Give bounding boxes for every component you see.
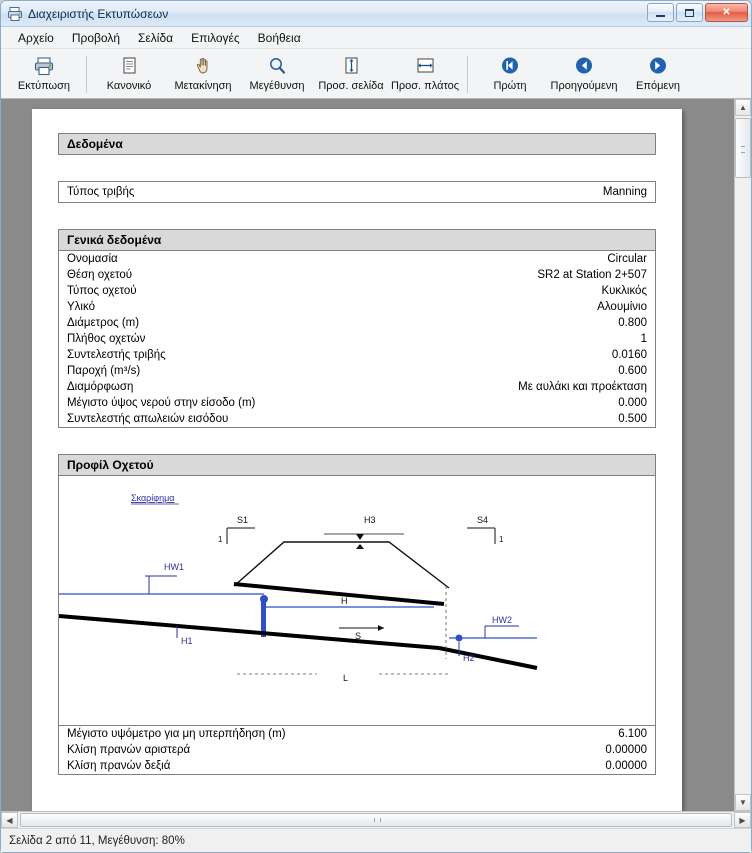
toolbar <box>1 49 751 99</box>
diagram-label-h: H <box>341 596 348 606</box>
diagram-label-s4: S4 <box>477 515 489 525</box>
row-value: 6.100 <box>618 728 647 740</box>
section-culvert-profile-table <box>58 726 656 775</box>
row-value: 1 <box>640 333 647 345</box>
table-row <box>59 411 655 427</box>
minimize-button[interactable] <box>647 3 674 22</box>
row-value: Κυκλικός <box>601 285 647 297</box>
status-bar <box>1 828 751 852</box>
row-key: Υλικό <box>67 301 95 313</box>
document-area <box>1 99 751 811</box>
page-icon <box>118 55 140 77</box>
toolbar-normal[interactable] <box>92 51 166 98</box>
printer-icon <box>33 55 55 77</box>
row-key: Παροχή (m³/s) <box>67 365 141 377</box>
diagram-label-hw1: HW1 <box>164 562 184 572</box>
toolbar-first-page[interactable] <box>473 51 547 98</box>
fit-width-icon <box>414 55 436 77</box>
status-text: Σελίδα 2 από 11, Μεγέθυνση: 80% <box>9 834 185 847</box>
scroll-left-button[interactable]: ◀ <box>1 812 18 828</box>
toolbar-normal-label: Κανονικό <box>106 80 152 92</box>
toolbar-zoom-label: Μεγέθυνση <box>249 80 305 92</box>
printer-icon <box>7 6 23 22</box>
window-controls <box>647 3 748 22</box>
table-row <box>59 299 655 315</box>
toolbar-print[interactable] <box>7 51 81 98</box>
row-key: Πλήθος οχετών <box>67 333 146 345</box>
spacer-3 <box>58 428 656 454</box>
scroll-right-button[interactable]: ▶ <box>734 812 751 828</box>
title-bar <box>1 1 751 27</box>
table-row <box>59 363 655 379</box>
toolbar-next-page[interactable] <box>621 51 695 98</box>
diagram-label-l: L <box>343 673 349 683</box>
vertical-scroll-thumb[interactable] <box>735 118 751 178</box>
scroll-up-button[interactable]: ▲ <box>735 99 751 116</box>
svg-text:1: 1 <box>499 535 504 544</box>
table-row <box>59 742 655 758</box>
table-row <box>59 347 655 363</box>
vertical-scroll-track[interactable] <box>735 178 751 794</box>
svg-text:1: 1 <box>218 535 223 544</box>
toolbar-fit-page-label: Προσ. σελίδα <box>318 80 384 92</box>
diagram-label-s: S <box>355 631 362 641</box>
menu-page[interactable]: Σελίδα <box>138 30 174 45</box>
row-key: Τύπος οχετού <box>67 285 137 297</box>
diagram-label-hw2: HW2 <box>492 615 512 625</box>
preview-page <box>32 109 682 811</box>
table-row <box>59 331 655 347</box>
toolbar-fit-width[interactable] <box>388 51 462 98</box>
table-row <box>59 283 655 299</box>
section-general-data-header: Γενικά δεδομένα <box>58 229 656 251</box>
first-page-icon <box>499 55 521 77</box>
toolbar-prev-page[interactable] <box>547 51 621 98</box>
table-row <box>59 395 655 411</box>
menu-bar <box>1 27 751 49</box>
diagram-label-h1: H1 <box>181 636 193 646</box>
window-title: Διαχειριστής Εκτυπώσεων <box>28 6 169 21</box>
row-value: 0.600 <box>618 365 647 377</box>
row-key: Ονομασία <box>67 253 118 265</box>
row-value: 0.800 <box>618 317 647 329</box>
section-general-data-table <box>58 251 656 428</box>
spacer <box>58 155 656 181</box>
row-value: Circular <box>607 253 647 265</box>
close-button[interactable]: ✕ <box>705 3 748 22</box>
vertical-scrollbar[interactable] <box>734 99 751 811</box>
horizontal-scroll-thumb[interactable] <box>20 813 732 827</box>
document-scroll-region[interactable] <box>1 99 734 811</box>
row-value: 0.000 <box>618 397 647 409</box>
diagram-label-h2: H2 <box>463 653 475 663</box>
row-key: Μέγιστο ύψος νερού στην είσοδο (m) <box>67 397 256 409</box>
row-value: Με αυλάκι και προέκταση <box>518 381 647 393</box>
toolbar-fit-page[interactable] <box>314 51 388 98</box>
row-key: Συντελεστής απωλειών εισόδου <box>67 413 229 425</box>
row-value: 0.500 <box>618 413 647 425</box>
culvert-profile-diagram <box>58 476 656 726</box>
hand-icon <box>192 55 214 77</box>
spacer-2 <box>58 203 656 229</box>
toolbar-print-label: Εκτύπωση <box>17 80 71 92</box>
row-key: Μέγιστο υψόμετρο για μη υπερπήδηση (m) <box>67 728 286 740</box>
menu-help[interactable]: Βοήθεια <box>257 30 301 45</box>
section-data-header: Δεδομένα <box>58 133 656 155</box>
menu-options[interactable]: Επιλογές <box>191 30 240 45</box>
row-value: 0.00000 <box>605 760 647 772</box>
toolbar-zoom[interactable] <box>240 51 314 98</box>
table-row <box>59 251 655 267</box>
scroll-down-button[interactable]: ▼ <box>735 794 751 811</box>
maximize-button[interactable] <box>676 3 703 22</box>
table-row <box>59 758 655 774</box>
row-key: Κλίση πρανών αριστερά <box>67 744 191 756</box>
table-row <box>59 315 655 331</box>
menu-file[interactable]: Αρχείο <box>18 30 54 45</box>
toolbar-separator-2 <box>467 56 468 93</box>
toolbar-separator <box>86 56 87 93</box>
row-key: Τύπος τριβής <box>67 186 135 198</box>
menu-view[interactable]: Προβολή <box>71 30 121 45</box>
row-key: Κλίση πρανών δεξιά <box>67 760 171 772</box>
toolbar-fit-width-label: Προσ. πλάτος <box>390 80 460 92</box>
fit-page-icon <box>340 55 362 77</box>
row-value: Manning <box>602 186 647 198</box>
section-data-row <box>58 181 656 203</box>
magnifier-icon <box>266 55 288 77</box>
toolbar-prev-page-label: Προηγούμενη <box>550 80 618 92</box>
table-row <box>59 267 655 283</box>
toolbar-next-page-label: Επόμενη <box>636 80 680 92</box>
diagram-label-s1: S1 <box>237 515 249 525</box>
table-row <box>59 379 655 395</box>
row-value: 0.0160 <box>611 349 647 361</box>
row-value: 0.00000 <box>605 744 647 756</box>
row-value: SR2 at Station 2+507 <box>537 269 647 281</box>
diagram-legend-label: Σκαρίφημα <box>131 493 175 503</box>
toolbar-pan[interactable] <box>166 51 240 98</box>
row-key: Συντελεστής τριβής <box>67 349 166 361</box>
next-page-icon <box>647 55 669 77</box>
row-key: Διαμόρφωση <box>67 381 134 393</box>
toolbar-first-page-label: Πρώτη <box>493 80 527 92</box>
toolbar-pan-label: Μετακίνηση <box>174 80 232 92</box>
horizontal-scrollbar[interactable] <box>1 811 751 828</box>
table-row <box>59 726 655 742</box>
section-culvert-profile-header: Προφίλ Οχετού <box>58 454 656 476</box>
row-value: Αλουμίνιο <box>597 301 647 313</box>
prev-page-icon <box>573 55 595 77</box>
row-key: Θέση οχετού <box>67 269 133 281</box>
diagram-label-h3: H3 <box>364 515 376 525</box>
row-key: Διάμετρος (m) <box>67 317 140 329</box>
